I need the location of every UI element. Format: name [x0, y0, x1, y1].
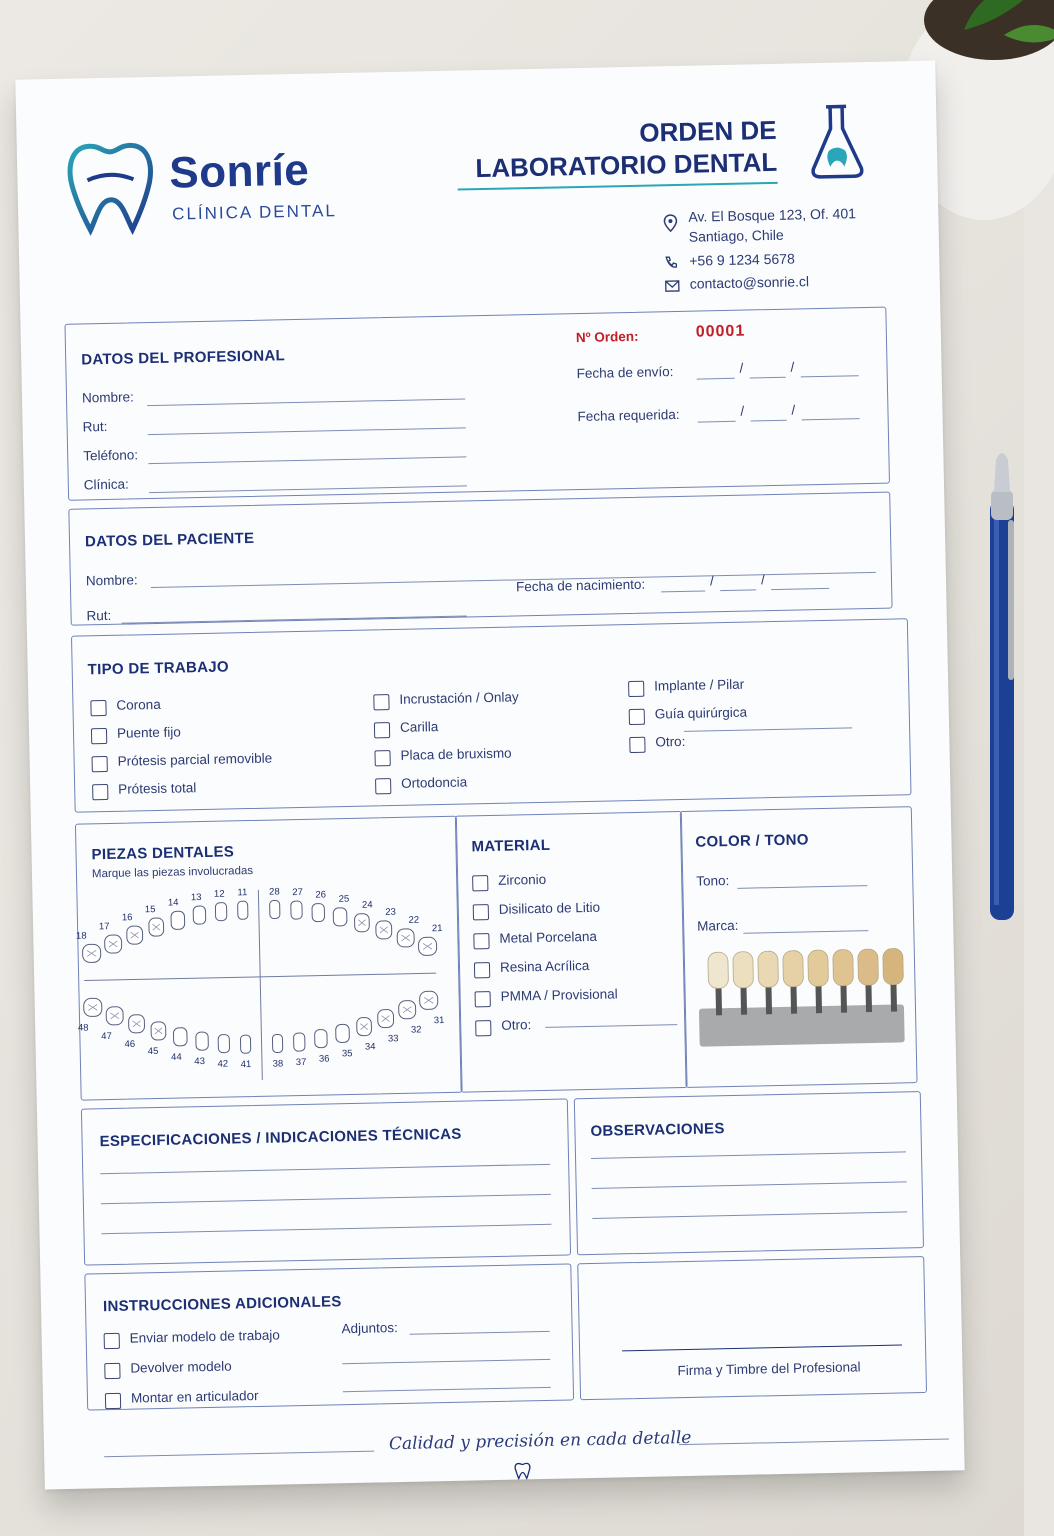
date-separator: / — [760, 572, 765, 588]
tooth-41[interactable] — [240, 1035, 250, 1053]
lab-order-sheet — [15, 61, 964, 1490]
order-number-label: Nº Orden: — [575, 328, 639, 346]
teeth-subheading: Marque las piezas involucradas — [91, 864, 254, 881]
date-separator: / — [740, 403, 745, 419]
teeth-heading: PIEZAS DENTALES — [91, 843, 235, 864]
shade-tab — [758, 951, 779, 987]
signature-section — [577, 1256, 927, 1400]
work-type-option-label: Carilla — [399, 719, 439, 735]
shade-guide-base — [699, 1004, 905, 1046]
clinic-subtitle: CLÍNICA DENTAL — [171, 201, 338, 224]
midline-vertical — [258, 890, 262, 1080]
material-option-checkbox[interactable] — [473, 904, 489, 920]
tooth-number: 42 — [217, 1058, 229, 1070]
professional-clinic-label: Clínica: — [83, 476, 129, 493]
work-type-option-label: Guía quirúrgica — [654, 704, 748, 722]
tooth-33[interactable] — [378, 1009, 394, 1027]
tone-label: Tono: — [696, 873, 730, 889]
material-option-checkbox[interactable] — [474, 962, 490, 978]
tooth-number: 28 — [269, 886, 280, 898]
patient-section — [68, 492, 892, 626]
tooth-46[interactable] — [129, 1015, 145, 1033]
color-heading: COLOR / TONO — [695, 831, 809, 851]
shade-tab-stem — [715, 985, 722, 1015]
additional-heading: INSTRUCCIONES ADICIONALES — [102, 1293, 342, 1316]
footer-rule-right — [679, 1439, 949, 1446]
tooth-number: 18 — [75, 930, 87, 942]
tooth-13[interactable] — [193, 906, 206, 924]
tooth-16[interactable] — [127, 926, 143, 944]
specs-section — [81, 1098, 571, 1265]
attachments-label: Adjuntos: — [341, 1320, 399, 1337]
sent-date-label: Fecha de envío: — [576, 364, 674, 382]
tooth-45[interactable] — [151, 1022, 166, 1040]
signature-label: Firma y Timbre del Profesional — [677, 1359, 861, 1379]
tooth-number: 37 — [295, 1056, 307, 1069]
footer-rule-left — [104, 1451, 374, 1458]
tooth-43[interactable] — [196, 1032, 209, 1050]
tooth-number: 12 — [213, 888, 225, 900]
tooth-number: 36 — [318, 1053, 330, 1065]
brand-label: Marca: — [697, 917, 739, 934]
tooth-38[interactable] — [272, 1034, 282, 1052]
shade-tab-stem — [790, 984, 797, 1014]
tooth-35[interactable] — [336, 1024, 350, 1042]
shade-tab-stem — [890, 982, 897, 1012]
additional-option-label: Enviar modelo de trabajo — [129, 1327, 280, 1346]
address-line-1: Av. El Bosque 123, Of. 401 — [688, 205, 857, 225]
tooth-36[interactable] — [315, 1030, 328, 1048]
professional-heading: DATOS DEL PROFESIONAL — [81, 347, 286, 369]
tooth-number: 13 — [190, 892, 202, 904]
shade-tab-stem — [840, 983, 847, 1013]
specs-heading: ESPECIFICACIONES / INDICACIONES TÉCNICAS — [99, 1125, 462, 1151]
observations-section — [574, 1091, 924, 1255]
observations-heading: OBSERVACIONES — [590, 1120, 725, 1140]
pen-decoration — [982, 450, 1022, 950]
tooth-11[interactable] — [238, 901, 248, 919]
tooth-number: 21 — [431, 923, 443, 935]
tooth-number: 45 — [147, 1045, 159, 1058]
material-option-label: Metal Porcelana — [499, 928, 598, 946]
professional-phone-label: Teléfono: — [83, 447, 139, 464]
tooth-number: 17 — [98, 921, 110, 933]
tooth-25[interactable] — [333, 908, 347, 926]
tooth-48[interactable] — [84, 998, 102, 1016]
tooth-44[interactable] — [173, 1028, 187, 1046]
tooth-number: 33 — [387, 1033, 399, 1045]
patient-rut-label: Rut: — [86, 607, 112, 624]
tooth-number: 23 — [385, 906, 396, 918]
tooth-42[interactable] — [218, 1035, 230, 1053]
shade-tab-stem — [815, 983, 822, 1013]
footer-slogan: Calidad y precisión en cada detalle — [388, 1427, 692, 1455]
tooth-number: 27 — [292, 886, 303, 899]
birth-date-label: Fecha de nacimiento: — [515, 576, 646, 595]
patient-heading: DATOS DEL PACIENTE — [84, 529, 255, 551]
tooth-21[interactable] — [418, 937, 436, 955]
work-type-option-label: Implante / Pilar — [654, 676, 745, 694]
shade-tab — [708, 952, 729, 988]
required-date-label: Fecha requerida: — [577, 406, 680, 425]
work-type-option-checkbox[interactable] — [92, 784, 108, 800]
tooth-number: 26 — [315, 889, 327, 901]
work-type-option-checkbox[interactable] — [373, 694, 389, 710]
tooth-23[interactable] — [376, 921, 392, 939]
work-type-heading: TIPO DE TRABAJO — [87, 658, 230, 679]
title-line-1: ORDEN DE — [639, 114, 777, 148]
tooth-number: 44 — [171, 1051, 182, 1064]
shade-tab — [808, 950, 829, 986]
material-option-checkbox[interactable] — [472, 875, 488, 891]
work-type-option-checkbox[interactable] — [375, 778, 391, 794]
work-type-option-label: Prótesis parcial removible — [117, 750, 273, 769]
tooth-32[interactable] — [399, 1001, 416, 1019]
tooth-number: 22 — [408, 914, 420, 926]
order-number: 00001 — [695, 322, 746, 341]
work-type-option-label: Corona — [116, 696, 161, 713]
additional-option-label: Montar en articulador — [130, 1387, 259, 1406]
tooth-31[interactable] — [420, 991, 438, 1009]
tooth-number: 15 — [144, 904, 156, 916]
work-type-option-checkbox[interactable] — [628, 681, 644, 697]
tooth-37[interactable] — [294, 1033, 306, 1051]
shade-guide-image — [698, 946, 920, 1051]
tooth-number: 46 — [124, 1038, 136, 1051]
date-separator: / — [739, 360, 744, 376]
tooth-number: 16 — [121, 912, 133, 924]
work-type-option-checkbox[interactable] — [91, 728, 107, 744]
work-type-option-label: Incrustación / Onlay — [399, 689, 519, 707]
tooth-number: 25 — [338, 893, 350, 905]
tooth-28[interactable] — [270, 900, 280, 918]
tooth-number: 35 — [341, 1048, 353, 1060]
material-option-label: Zirconio — [498, 871, 547, 888]
email-icon — [665, 280, 680, 292]
material-heading: MATERIAL — [471, 836, 551, 856]
work-type-option-label: Otro: — [655, 733, 686, 750]
tooth-17[interactable] — [105, 935, 122, 953]
work-type-option-checkbox[interactable] — [90, 700, 106, 716]
tooth-27[interactable] — [291, 901, 303, 919]
tooth-26[interactable] — [312, 903, 325, 921]
tooth-number: 47 — [101, 1030, 112, 1043]
shade-tab-stem — [765, 984, 772, 1014]
date-separator: / — [709, 573, 714, 589]
additional-option-checkbox[interactable] — [104, 1363, 120, 1379]
material-option-label: Otro: — [501, 1017, 532, 1033]
work-type-option-label: Placa de bruxismo — [400, 745, 512, 763]
additional-option-label: Devolver modelo — [130, 1358, 232, 1376]
tooth-22[interactable] — [397, 929, 414, 947]
tooth-number: 11 — [237, 887, 248, 899]
tooth-47[interactable] — [106, 1007, 123, 1025]
email-address: contacto@sonrie.cl — [689, 273, 810, 292]
phone-icon — [664, 256, 678, 270]
professional-name-label: Nombre: — [81, 389, 134, 406]
shade-tab-stem — [865, 982, 872, 1012]
professional-rut-label: Rut: — [82, 418, 108, 435]
work-type-option-checkbox[interactable] — [374, 722, 390, 738]
tooth-15[interactable] — [149, 918, 164, 936]
material-option-checkbox[interactable] — [475, 991, 491, 1007]
shade-tab — [783, 950, 804, 986]
document-title — [436, 114, 777, 185]
work-type-option-checkbox[interactable] — [92, 756, 108, 772]
material-option-checkbox[interactable] — [473, 933, 489, 949]
shade-tab — [833, 949, 854, 985]
work-type-option-checkbox[interactable] — [629, 737, 645, 753]
location-pin-icon — [663, 214, 677, 232]
tooth-14[interactable] — [171, 911, 185, 929]
clinic-name: Sonríe — [168, 145, 310, 198]
date-separator: / — [791, 402, 796, 418]
tooth-number: 32 — [410, 1024, 422, 1036]
work-type-option-checkbox[interactable] — [374, 750, 390, 766]
work-type-option-label: Puente fijo — [116, 724, 181, 741]
flask-icon — [806, 102, 868, 181]
work-type-section — [71, 618, 912, 812]
tooth-34[interactable] — [357, 1017, 372, 1035]
material-option-label: PMMA / Provisional — [500, 986, 618, 1004]
tooth-number: 31 — [433, 1015, 445, 1027]
additional-option-checkbox[interactable] — [104, 1333, 120, 1349]
shade-tab — [883, 948, 904, 984]
date-separator: / — [790, 359, 795, 375]
tooth-number: 24 — [361, 899, 373, 911]
tooth-number: 48 — [77, 1022, 89, 1034]
tooth-number: 43 — [194, 1056, 206, 1068]
title-line-2: LABORATORIO DENTAL — [475, 146, 778, 184]
work-type-option-label: Prótesis total — [118, 780, 197, 797]
shade-tab — [733, 952, 754, 988]
tooth-18[interactable] — [82, 944, 100, 962]
work-type-option-label: Ortodoncia — [400, 774, 468, 791]
shade-tab — [858, 949, 879, 985]
additional-option-checkbox[interactable] — [105, 1393, 121, 1409]
work-type-option-checkbox[interactable] — [629, 709, 645, 725]
tooth-number: 38 — [272, 1058, 284, 1070]
tooth-number: 34 — [364, 1041, 376, 1053]
patient-name-label: Nombre: — [85, 572, 138, 589]
tooth-number: 14 — [167, 897, 179, 909]
material-option-label: Resina Acrílica — [499, 957, 590, 975]
tooth-24[interactable] — [354, 914, 369, 932]
address-line-2: Santiago, Chile — [688, 226, 784, 245]
shade-tab-stem — [740, 985, 747, 1015]
material-option-label: Disilicato de Litio — [498, 899, 601, 917]
phone-number: +56 9 1234 5678 — [689, 250, 795, 269]
material-option-checkbox[interactable] — [475, 1020, 491, 1036]
tooth-number: 41 — [240, 1059, 252, 1071]
dental-chart[interactable] — [75, 876, 456, 1094]
tooth-12[interactable] — [215, 903, 227, 921]
tooth-logo-icon — [65, 137, 157, 239]
footer-tooth-icon — [514, 1461, 530, 1479]
